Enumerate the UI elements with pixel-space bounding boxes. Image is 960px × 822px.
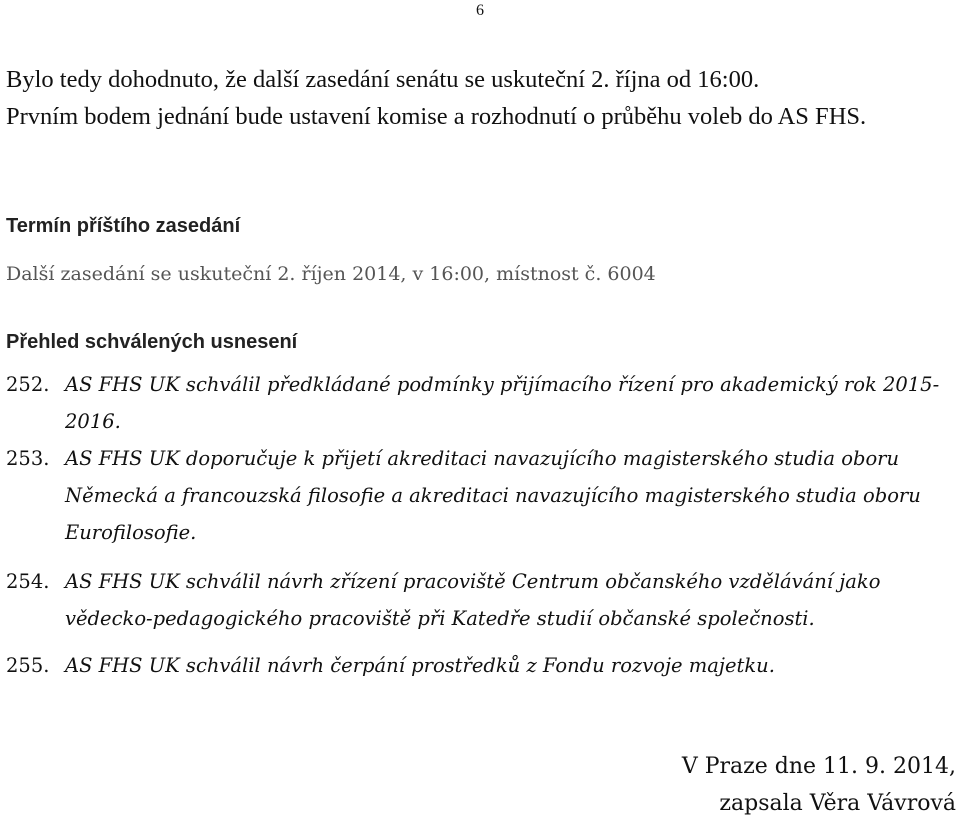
resolution-text: AS FHS UK doporučuje k přijetí akreditaci navazujícího magisterského studia oboru Německá a francouzská filosofie a akreditaci navazujícího magisterského studia oboru Eurofilosofie. — [65, 447, 921, 544]
resolution-number: 252. — [6, 373, 50, 396]
next-meeting-text: Další zasedání se uskuteční 2. říjen 2014, v 16:00, místnost č. 6004 — [6, 263, 656, 285]
resolution-253 — [6, 440, 956, 551]
intro-paragraph — [6, 61, 956, 135]
intro-line-2: Prvním bodem jednání bude ustavení komise a rozhodnutí o průběhu voleb do AS FHS. — [6, 103, 867, 130]
intro-line-1: Bylo tedy dohodnuto, že další zasedání senátu se uskuteční 2. října od 16:00. — [6, 66, 760, 93]
place-date: V Praze dne 11. 9. 2014, — [681, 754, 956, 779]
resolutions-heading: Přehled schválených usnesení — [6, 331, 298, 353]
recorded-by: zapsala Věra Vávrová — [719, 791, 956, 816]
resolution-text: AS FHS UK schválil předkládané podmínky přijímacího řízení pro akademický rok 2015-2016. — [65, 373, 940, 433]
resolution-text: AS FHS UK schválil návrh čerpání prostředků z Fondu rozvoje majetku. — [65, 654, 775, 677]
resolution-255 — [6, 647, 956, 684]
resolution-number: 255. — [6, 654, 50, 677]
resolution-number: 253. — [6, 447, 50, 470]
resolution-252 — [6, 366, 956, 440]
resolution-254 — [6, 563, 956, 637]
resolutions-list — [6, 366, 956, 684]
resolution-text: AS FHS UK schválil návrh zřízení pracoviště Centrum občanského vzdělávání jako vědecko-pedagogického pracoviště při Katedře studií občanské společnosti. — [65, 570, 881, 630]
next-meeting-heading: Termín příštího zasedání — [6, 215, 241, 237]
signature-block — [682, 748, 956, 822]
resolution-number: 254. — [6, 570, 50, 593]
page-number: 6 — [476, 2, 484, 19]
